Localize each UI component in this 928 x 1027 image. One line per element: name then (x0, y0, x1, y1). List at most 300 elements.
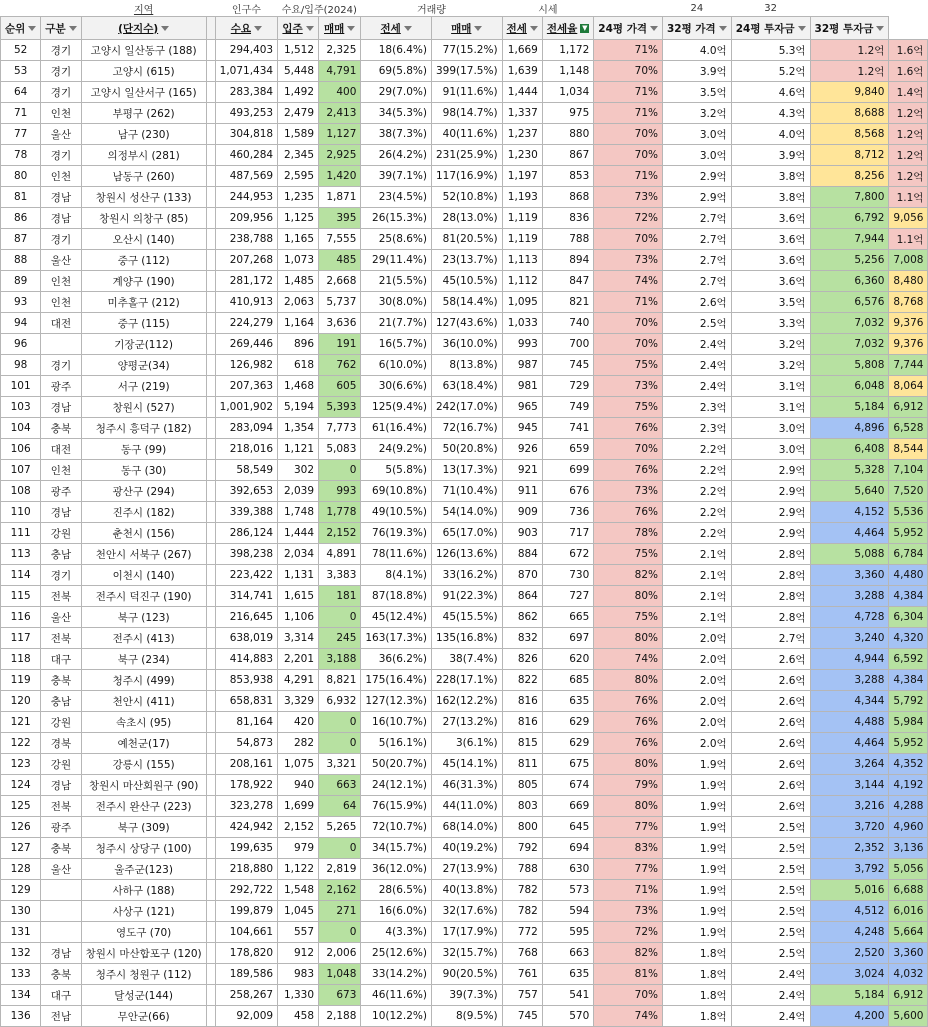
jeonse-price-cell[interactable]: 635 (542, 691, 593, 712)
filter-active-icon[interactable]: ▼ (582, 24, 588, 32)
jeonse-ratio-cell[interactable]: 76% (594, 502, 663, 523)
name-cell[interactable]: 고양시 (615) (81, 61, 206, 82)
population-cell[interactable]: 258,267 (215, 985, 277, 1006)
region-cell[interactable]: 대전 (41, 439, 81, 460)
price24-cell[interactable]: 2.7억 (663, 250, 732, 271)
sale-price-cell[interactable]: 816 (502, 691, 542, 712)
jeonse-price-cell[interactable]: 717 (542, 523, 593, 544)
invest24-cell[interactable]: 5,328 (810, 460, 889, 481)
jeonse-price-cell[interactable]: 736 (542, 502, 593, 523)
sale-volume-cell[interactable]: 127(12.3%) (361, 691, 432, 712)
price24-cell[interactable]: 1.9억 (663, 838, 732, 859)
jeonse-volume-cell[interactable]: 8(9.5%) (431, 1006, 502, 1027)
sale-volume-cell[interactable]: 5(5.8%) (361, 460, 432, 481)
header-invest24[interactable]: 24평 투자금 (731, 17, 810, 40)
price32-cell[interactable]: 2.6억 (731, 649, 810, 670)
supply-cell[interactable]: 245 (319, 628, 361, 649)
supply-cell[interactable]: 0 (319, 460, 361, 481)
rank-cell[interactable]: 104 (1, 418, 41, 439)
invest24-cell[interactable]: 1.2억 (810, 61, 889, 82)
supply-cell[interactable]: 673 (319, 985, 361, 1006)
blank-cell[interactable] (206, 292, 215, 313)
rank-cell[interactable]: 77 (1, 124, 41, 145)
jeonse-ratio-cell[interactable]: 81% (594, 964, 663, 985)
invest24-cell[interactable]: 5,808 (810, 355, 889, 376)
jeonse-ratio-cell[interactable]: 71% (594, 40, 663, 61)
region-cell[interactable]: 경남 (41, 775, 81, 796)
jeonse-price-cell[interactable]: 676 (542, 481, 593, 502)
filter-icon[interactable] (161, 26, 169, 31)
invest32-cell[interactable]: 1.6억 (889, 61, 928, 82)
rank-cell[interactable]: 103 (1, 397, 41, 418)
jeonse-ratio-cell[interactable]: 71% (594, 166, 663, 187)
jeonse-volume-cell[interactable]: 162(12.2%) (431, 691, 502, 712)
population-cell[interactable]: 92,009 (215, 1006, 277, 1027)
invest24-cell[interactable]: 3,240 (810, 628, 889, 649)
sale-price-cell[interactable]: 761 (502, 964, 542, 985)
jeonse-volume-cell[interactable]: 39(7.3%) (431, 985, 502, 1006)
sale-price-cell[interactable]: 884 (502, 544, 542, 565)
jeonse-price-cell[interactable]: 836 (542, 208, 593, 229)
demand-cell[interactable]: 1,073 (278, 250, 319, 271)
price24-cell[interactable]: 2.1억 (663, 586, 732, 607)
supply-cell[interactable]: 191 (319, 334, 361, 355)
invest24-cell[interactable]: 4,464 (810, 523, 889, 544)
invest32-cell[interactable]: 1.6억 (889, 40, 928, 61)
sale-volume-cell[interactable]: 69(10.8%) (361, 481, 432, 502)
jeonse-volume-cell[interactable]: 117(16.9%) (431, 166, 502, 187)
name-cell[interactable]: 무안군(66) (81, 1006, 206, 1027)
sale-price-cell[interactable]: 805 (502, 775, 542, 796)
name-cell[interactable]: 양평군(34) (81, 355, 206, 376)
price24-cell[interactable]: 2.2억 (663, 481, 732, 502)
demand-cell[interactable]: 983 (278, 964, 319, 985)
name-cell[interactable]: 청주시 상당구 (100) (81, 838, 206, 859)
price32-cell[interactable]: 3.2억 (731, 355, 810, 376)
invest32-cell[interactable]: 1.4억 (889, 82, 928, 103)
demand-cell[interactable]: 1,354 (278, 418, 319, 439)
header-jeonse-ratio[interactable]: 전세율 ▼ (542, 17, 593, 40)
jeonse-volume-cell[interactable]: 91(11.6%) (431, 82, 502, 103)
jeonse-ratio-cell[interactable]: 80% (594, 586, 663, 607)
name-cell[interactable]: 청주시 흥덕구 (182) (81, 418, 206, 439)
jeonse-ratio-cell[interactable]: 75% (594, 355, 663, 376)
jeonse-ratio-cell[interactable]: 80% (594, 796, 663, 817)
sale-volume-cell[interactable]: 8(4.1%) (361, 565, 432, 586)
supply-cell[interactable]: 4,791 (319, 61, 361, 82)
region-cell[interactable]: 경기 (41, 355, 81, 376)
supply-cell[interactable]: 485 (319, 250, 361, 271)
jeonse-ratio-cell[interactable]: 76% (594, 418, 663, 439)
filter-icon[interactable] (719, 26, 727, 31)
jeonse-volume-cell[interactable]: 90(20.5%) (431, 964, 502, 985)
invest32-cell[interactable]: 8,480 (889, 271, 928, 292)
invest32-cell[interactable]: 5,792 (889, 691, 928, 712)
sale-price-cell[interactable]: 792 (502, 838, 542, 859)
price32-cell[interactable]: 2.5억 (731, 880, 810, 901)
filter-icon[interactable] (798, 26, 806, 31)
supply-cell[interactable]: 8,821 (319, 670, 361, 691)
blank-cell[interactable] (206, 733, 215, 754)
supply-cell[interactable]: 2,188 (319, 1006, 361, 1027)
rank-cell[interactable]: 117 (1, 628, 41, 649)
population-cell[interactable]: 292,722 (215, 880, 277, 901)
region-cell[interactable]: 강원 (41, 523, 81, 544)
sale-price-cell[interactable]: 782 (502, 880, 542, 901)
name-cell[interactable]: 이천시 (140) (81, 565, 206, 586)
sale-price-cell[interactable]: 1,119 (502, 208, 542, 229)
blank-cell[interactable] (206, 481, 215, 502)
sale-price-cell[interactable]: 757 (502, 985, 542, 1006)
blank-cell[interactable] (206, 628, 215, 649)
price24-cell[interactable]: 2.2억 (663, 460, 732, 481)
price32-cell[interactable]: 3.6억 (731, 250, 810, 271)
sale-volume-cell[interactable]: 50(20.7%) (361, 754, 432, 775)
rank-cell[interactable]: 133 (1, 964, 41, 985)
name-cell[interactable]: 중구 (115) (81, 313, 206, 334)
population-cell[interactable]: 218,880 (215, 859, 277, 880)
sale-volume-cell[interactable]: 46(11.6%) (361, 985, 432, 1006)
population-cell[interactable]: 1,071,434 (215, 61, 277, 82)
blank-cell[interactable] (206, 439, 215, 460)
jeonse-price-cell[interactable]: 868 (542, 187, 593, 208)
invest24-cell[interactable]: 6,576 (810, 292, 889, 313)
rank-cell[interactable]: 94 (1, 313, 41, 334)
price32-cell[interactable]: 2.5억 (731, 922, 810, 943)
jeonse-ratio-cell[interactable]: 71% (594, 292, 663, 313)
population-cell[interactable]: 314,741 (215, 586, 277, 607)
price32-cell[interactable]: 4.3억 (731, 103, 810, 124)
price24-cell[interactable]: 1.8억 (663, 1006, 732, 1027)
sale-volume-cell[interactable]: 34(15.7%) (361, 838, 432, 859)
supply-cell[interactable]: 3,321 (319, 754, 361, 775)
invest32-cell[interactable]: 6,016 (889, 901, 928, 922)
jeonse-ratio-cell[interactable]: 74% (594, 1006, 663, 1027)
blank-cell[interactable] (206, 712, 215, 733)
jeonse-volume-cell[interactable]: 32(17.6%) (431, 901, 502, 922)
blank-cell[interactable] (206, 271, 215, 292)
name-cell[interactable]: 천안시 (411) (81, 691, 206, 712)
demand-cell[interactable]: 2,152 (278, 817, 319, 838)
sale-volume-cell[interactable]: 38(7.3%) (361, 124, 432, 145)
rank-cell[interactable]: 118 (1, 649, 41, 670)
name-cell[interactable]: 중구 (112) (81, 250, 206, 271)
rank-cell[interactable]: 125 (1, 796, 41, 817)
sale-price-cell[interactable]: 800 (502, 817, 542, 838)
price24-cell[interactable]: 2.6억 (663, 292, 732, 313)
sale-price-cell[interactable]: 826 (502, 649, 542, 670)
filter-icon[interactable] (404, 26, 412, 31)
jeonse-volume-cell[interactable]: 98(14.7%) (431, 103, 502, 124)
jeonse-volume-cell[interactable]: 54(14.0%) (431, 502, 502, 523)
sale-price-cell[interactable]: 926 (502, 439, 542, 460)
population-cell[interactable]: 244,953 (215, 187, 277, 208)
name-cell[interactable]: 전주시 완산구 (223) (81, 796, 206, 817)
invest24-cell[interactable]: 6,408 (810, 439, 889, 460)
supply-cell[interactable]: 7,555 (319, 229, 361, 250)
sale-volume-cell[interactable]: 36(12.0%) (361, 859, 432, 880)
invest32-cell[interactable]: 5,984 (889, 712, 928, 733)
price32-cell[interactable]: 2.9억 (731, 523, 810, 544)
header-name[interactable]: (단지수) (81, 17, 206, 40)
jeonse-price-cell[interactable]: 629 (542, 712, 593, 733)
jeonse-price-cell[interactable]: 635 (542, 964, 593, 985)
invest32-cell[interactable]: 5,600 (889, 1006, 928, 1027)
sale-price-cell[interactable]: 864 (502, 586, 542, 607)
region-cell[interactable]: 경북 (41, 733, 81, 754)
sale-price-cell[interactable]: 788 (502, 859, 542, 880)
rank-cell[interactable]: 124 (1, 775, 41, 796)
sale-price-cell[interactable]: 768 (502, 943, 542, 964)
population-cell[interactable]: 81,164 (215, 712, 277, 733)
jeonse-price-cell[interactable]: 659 (542, 439, 593, 460)
price32-cell[interactable]: 2.9억 (731, 502, 810, 523)
jeonse-price-cell[interactable]: 663 (542, 943, 593, 964)
name-cell[interactable]: 동구 (99) (81, 439, 206, 460)
jeonse-price-cell[interactable]: 669 (542, 796, 593, 817)
jeonse-volume-cell[interactable]: 77(15.2%) (431, 40, 502, 61)
price32-cell[interactable]: 3.2억 (731, 334, 810, 355)
invest24-cell[interactable]: 7,800 (810, 187, 889, 208)
blank-cell[interactable] (206, 859, 215, 880)
sale-price-cell[interactable]: 1,197 (502, 166, 542, 187)
rank-cell[interactable]: 80 (1, 166, 41, 187)
price24-cell[interactable]: 3.9억 (663, 61, 732, 82)
population-cell[interactable]: 178,922 (215, 775, 277, 796)
jeonse-volume-cell[interactable]: 45(10.5%) (431, 271, 502, 292)
population-cell[interactable]: 487,569 (215, 166, 277, 187)
supply-cell[interactable]: 1,778 (319, 502, 361, 523)
invest24-cell[interactable]: 8,568 (810, 124, 889, 145)
invest32-cell[interactable]: 4,288 (889, 796, 928, 817)
invest24-cell[interactable]: 3,360 (810, 565, 889, 586)
rank-cell[interactable]: 134 (1, 985, 41, 1006)
price32-cell[interactable]: 2.8억 (731, 586, 810, 607)
jeonse-volume-cell[interactable]: 50(20.8%) (431, 439, 502, 460)
jeonse-volume-cell[interactable]: 17(17.9%) (431, 922, 502, 943)
jeonse-volume-cell[interactable]: 65(17.0%) (431, 523, 502, 544)
sale-price-cell[interactable]: 745 (502, 1006, 542, 1027)
name-cell[interactable]: 전주시 덕진구 (190) (81, 586, 206, 607)
rank-cell[interactable]: 81 (1, 187, 41, 208)
blank-cell[interactable] (206, 607, 215, 628)
header-jeonse-volume[interactable]: 전세 (361, 17, 432, 40)
name-cell[interactable]: 사상구 (121) (81, 901, 206, 922)
blank-cell[interactable] (206, 355, 215, 376)
rank-cell[interactable]: 106 (1, 439, 41, 460)
blank-cell[interactable] (206, 376, 215, 397)
population-cell[interactable]: 323,278 (215, 796, 277, 817)
sale-price-cell[interactable]: 822 (502, 670, 542, 691)
jeonse-ratio-cell[interactable]: 71% (594, 880, 663, 901)
jeonse-price-cell[interactable]: 573 (542, 880, 593, 901)
rank-cell[interactable]: 136 (1, 1006, 41, 1027)
population-cell[interactable]: 223,422 (215, 565, 277, 586)
sale-price-cell[interactable]: 1,230 (502, 145, 542, 166)
blank-cell[interactable] (206, 502, 215, 523)
invest24-cell[interactable]: 8,712 (810, 145, 889, 166)
jeonse-volume-cell[interactable]: 33(16.2%) (431, 565, 502, 586)
jeonse-ratio-cell[interactable]: 70% (594, 61, 663, 82)
jeonse-volume-cell[interactable]: 3(6.1%) (431, 733, 502, 754)
supply-cell[interactable]: 6,932 (319, 691, 361, 712)
price32-cell[interactable]: 2.8억 (731, 607, 810, 628)
sale-price-cell[interactable]: 1,113 (502, 250, 542, 271)
price32-cell[interactable]: 3.6억 (731, 229, 810, 250)
name-cell[interactable]: 창원시 (527) (81, 397, 206, 418)
rank-cell[interactable]: 132 (1, 943, 41, 964)
population-cell[interactable]: 283,094 (215, 418, 277, 439)
price24-cell[interactable]: 2.5억 (663, 313, 732, 334)
blank-cell[interactable] (206, 586, 215, 607)
invest24-cell[interactable]: 7,944 (810, 229, 889, 250)
invest24-cell[interactable]: 4,152 (810, 502, 889, 523)
supply-cell[interactable]: 395 (319, 208, 361, 229)
jeonse-price-cell[interactable]: 645 (542, 817, 593, 838)
price32-cell[interactable]: 3.3억 (731, 313, 810, 334)
supply-cell[interactable]: 0 (319, 733, 361, 754)
sale-price-cell[interactable]: 862 (502, 607, 542, 628)
region-cell[interactable]: 경기 (41, 145, 81, 166)
name-cell[interactable]: 청주시 (499) (81, 670, 206, 691)
blank-cell[interactable] (206, 565, 215, 586)
population-cell[interactable]: 209,956 (215, 208, 277, 229)
price32-cell[interactable]: 3.0억 (731, 439, 810, 460)
name-cell[interactable]: 광산구 (294) (81, 481, 206, 502)
blank-cell[interactable] (206, 544, 215, 565)
invest24-cell[interactable]: 5,184 (810, 397, 889, 418)
jeonse-price-cell[interactable]: 740 (542, 313, 593, 334)
region-cell[interactable]: 전남 (41, 1006, 81, 1027)
price24-cell[interactable]: 3.0억 (663, 145, 732, 166)
price32-cell[interactable]: 2.4억 (731, 985, 810, 1006)
price32-cell[interactable]: 2.6억 (731, 775, 810, 796)
population-cell[interactable]: 853,938 (215, 670, 277, 691)
name-cell[interactable]: 남구 (230) (81, 124, 206, 145)
jeonse-ratio-cell[interactable]: 70% (594, 985, 663, 1006)
jeonse-volume-cell[interactable]: 72(16.7%) (431, 418, 502, 439)
region-cell[interactable]: 강원 (41, 754, 81, 775)
sale-price-cell[interactable]: 965 (502, 397, 542, 418)
jeonse-price-cell[interactable]: 629 (542, 733, 593, 754)
sale-price-cell[interactable]: 981 (502, 376, 542, 397)
price24-cell[interactable]: 1.9억 (663, 859, 732, 880)
price32-cell[interactable]: 3.1억 (731, 376, 810, 397)
price24-cell[interactable]: 2.0억 (663, 712, 732, 733)
price24-cell[interactable]: 2.7억 (663, 208, 732, 229)
region-cell[interactable]: 대전 (41, 313, 81, 334)
population-cell[interactable]: 398,238 (215, 544, 277, 565)
jeonse-price-cell[interactable]: 620 (542, 649, 593, 670)
supply-cell[interactable]: 4,891 (319, 544, 361, 565)
sale-volume-cell[interactable]: 33(14.2%) (361, 964, 432, 985)
sale-price-cell[interactable]: 832 (502, 628, 542, 649)
price32-cell[interactable]: 3.6억 (731, 208, 810, 229)
demand-cell[interactable]: 4,291 (278, 670, 319, 691)
jeonse-volume-cell[interactable]: 23(13.7%) (431, 250, 502, 271)
blank-cell[interactable] (206, 796, 215, 817)
demand-cell[interactable]: 2,034 (278, 544, 319, 565)
supply-cell[interactable]: 5,737 (319, 292, 361, 313)
jeonse-volume-cell[interactable]: 81(20.5%) (431, 229, 502, 250)
rank-cell[interactable]: 114 (1, 565, 41, 586)
supply-cell[interactable]: 3,636 (319, 313, 361, 334)
blank-cell[interactable] (206, 187, 215, 208)
blank-cell[interactable] (206, 40, 215, 61)
rank-cell[interactable]: 86 (1, 208, 41, 229)
name-cell[interactable]: 속초시 (95) (81, 712, 206, 733)
name-cell[interactable]: 사하구 (188) (81, 880, 206, 901)
price32-cell[interactable]: 4.6억 (731, 82, 810, 103)
invest24-cell[interactable]: 4,728 (810, 607, 889, 628)
sale-price-cell[interactable]: 1,112 (502, 271, 542, 292)
jeonse-ratio-cell[interactable]: 82% (594, 943, 663, 964)
jeonse-ratio-cell[interactable]: 80% (594, 628, 663, 649)
price24-cell[interactable]: 1.8억 (663, 964, 732, 985)
sale-price-cell[interactable]: 1,337 (502, 103, 542, 124)
jeonse-ratio-cell[interactable]: 71% (594, 82, 663, 103)
jeonse-price-cell[interactable]: 699 (542, 460, 593, 481)
invest24-cell[interactable]: 5,016 (810, 880, 889, 901)
population-cell[interactable]: 283,384 (215, 82, 277, 103)
demand-cell[interactable]: 979 (278, 838, 319, 859)
blank-cell[interactable] (206, 1006, 215, 1027)
blank-cell[interactable] (206, 901, 215, 922)
jeonse-ratio-cell[interactable]: 78% (594, 523, 663, 544)
invest24-cell[interactable]: 9,840 (810, 82, 889, 103)
blank-cell[interactable] (206, 124, 215, 145)
region-cell[interactable]: 경기 (41, 82, 81, 103)
sale-volume-cell[interactable]: 16(10.7%) (361, 712, 432, 733)
price32-cell[interactable]: 2.8억 (731, 544, 810, 565)
invest24-cell[interactable]: 2,520 (810, 943, 889, 964)
price32-cell[interactable]: 2.5억 (731, 901, 810, 922)
population-cell[interactable]: 238,788 (215, 229, 277, 250)
price32-cell[interactable]: 2.8억 (731, 565, 810, 586)
jeonse-price-cell[interactable]: 1,148 (542, 61, 593, 82)
sale-volume-cell[interactable]: 76(19.3%) (361, 523, 432, 544)
invest32-cell[interactable]: 1.1억 (889, 187, 928, 208)
rank-cell[interactable]: 71 (1, 103, 41, 124)
demand-cell[interactable]: 1,235 (278, 187, 319, 208)
filter-icon[interactable] (347, 26, 355, 31)
price24-cell[interactable]: 2.2억 (663, 523, 732, 544)
jeonse-price-cell[interactable]: 700 (542, 334, 593, 355)
rank-cell[interactable]: 98 (1, 355, 41, 376)
jeonse-volume-cell[interactable]: 68(14.0%) (431, 817, 502, 838)
invest32-cell[interactable]: 4,384 (889, 670, 928, 691)
sale-volume-cell[interactable]: 18(6.4%) (361, 40, 432, 61)
supply-cell[interactable]: 762 (319, 355, 361, 376)
jeonse-ratio-cell[interactable]: 70% (594, 229, 663, 250)
sale-volume-cell[interactable]: 39(7.1%) (361, 166, 432, 187)
demand-cell[interactable]: 1,699 (278, 796, 319, 817)
jeonse-volume-cell[interactable]: 8(13.8%) (431, 355, 502, 376)
sale-volume-cell[interactable]: 29(11.4%) (361, 250, 432, 271)
jeonse-price-cell[interactable]: 697 (542, 628, 593, 649)
invest32-cell[interactable]: 4,960 (889, 817, 928, 838)
filter-icon[interactable] (69, 26, 77, 31)
rank-cell[interactable]: 113 (1, 544, 41, 565)
price32-cell[interactable]: 2.4억 (731, 1006, 810, 1027)
jeonse-price-cell[interactable]: 727 (542, 586, 593, 607)
sale-volume-cell[interactable]: 10(12.2%) (361, 1006, 432, 1027)
rank-cell[interactable]: 93 (1, 292, 41, 313)
population-cell[interactable]: 339,388 (215, 502, 277, 523)
price24-cell[interactable]: 2.7억 (663, 229, 732, 250)
blank-cell[interactable] (206, 166, 215, 187)
population-cell[interactable]: 424,942 (215, 817, 277, 838)
